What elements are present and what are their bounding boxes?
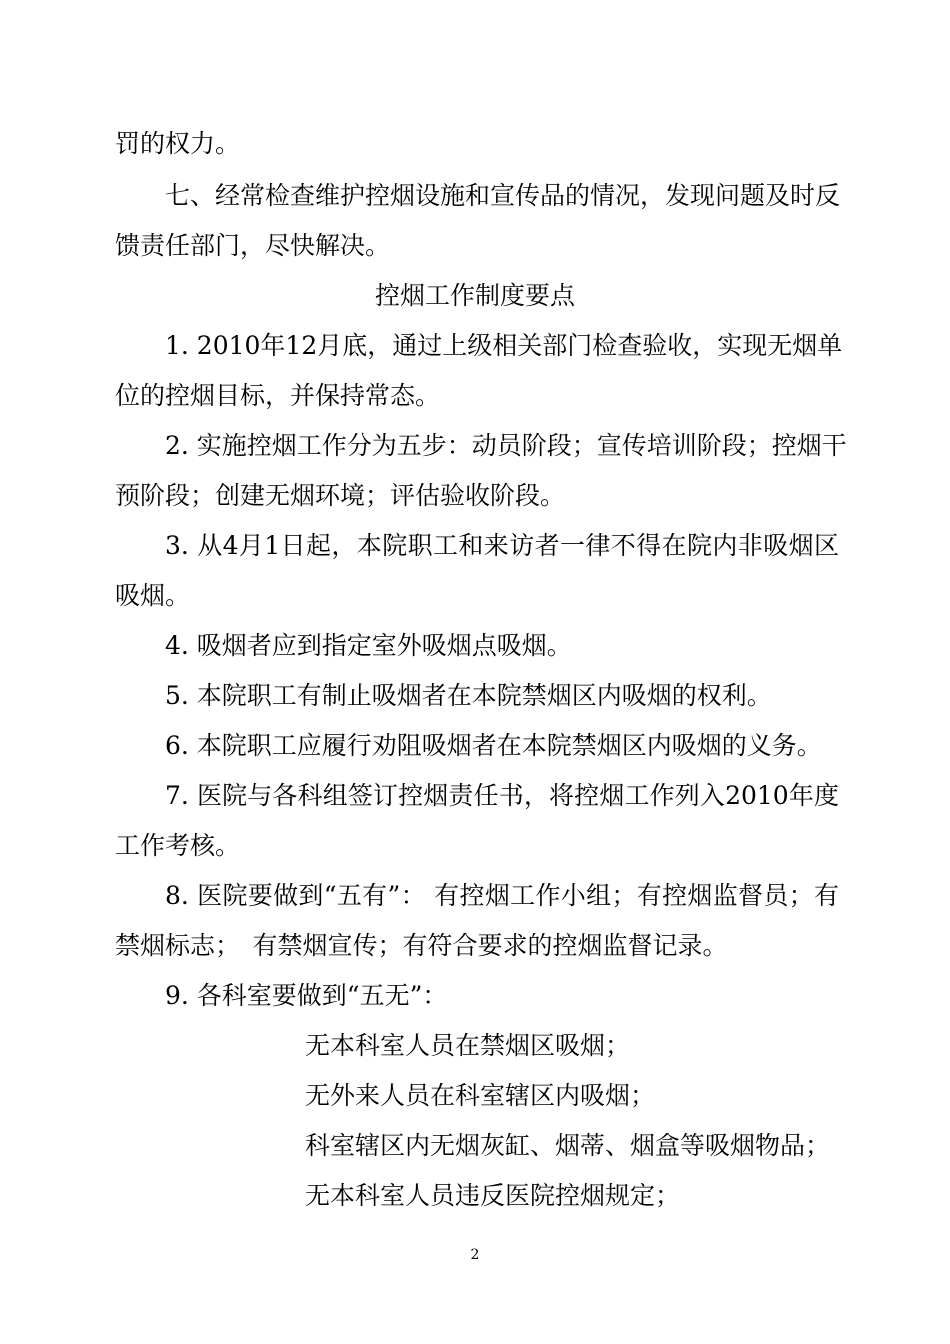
list-item-line: 9. 各科室要做到“五无”：: [165, 981, 448, 1010]
sub-item-line: 无外来人员在科室辖区内吸烟；: [305, 1081, 656, 1110]
list-item-line: 禁烟标志； 有禁烟宣传；有符合要求的控烟监督记录。: [115, 931, 728, 960]
list-item-line: 8. 医院要做到“五有”： 有控烟工作小组；有控烟监督员；有: [165, 881, 839, 910]
sub-item-line: 科室辖区内无烟灰缸、烟蒂、烟盒等吸烟物品；: [305, 1131, 831, 1160]
section-title: 控烟工作制度要点: [374, 281, 575, 310]
list-item-line: 4. 吸烟者应到指定室外吸烟点吸烟。: [165, 631, 572, 660]
paragraph-line: 馈责任部门，尽快解决。: [115, 231, 391, 260]
paragraph-line: 七、经常检查维护控烟设施和宣传品的情况，发现问题及时反: [165, 181, 841, 210]
list-item-line: 2. 实施控烟工作分为五步：动员阶段；宣传培训阶段；控烟干: [165, 431, 847, 460]
list-item-line: 位的控烟目标，并保持常态。: [115, 381, 441, 410]
list-item-line: 吸烟。: [115, 581, 191, 610]
list-item-line: 预阶段；创建无烟环境；评估验收阶段。: [115, 481, 566, 510]
list-item-line: 1. 2010年12月底，通过上级相关部门检查验收，实现无烟单: [165, 331, 843, 360]
page-number: 2: [470, 1247, 480, 1263]
list-item-line: 5. 本院职工有制止吸烟者在本院禁烟区内吸烟的权利。: [165, 681, 772, 710]
paragraph-line: 罚的权力。: [115, 129, 241, 158]
list-item-line: 3. 从4月1日起，本院职工和来访者一律不得在院内非吸烟区: [165, 531, 839, 560]
list-item-line: 6. 本院职工应履行劝阻吸烟者在本院禁烟区内吸烟的义务。: [165, 731, 822, 760]
sub-item-line: 无本科室人员在禁烟区吸烟；: [305, 1031, 631, 1060]
list-item-line: 7. 医院与各科组签订控烟责任书，将控烟工作列入2010年度: [165, 781, 839, 810]
list-item-line: 工作考核。: [115, 831, 241, 860]
sub-item-line: 无本科室人员违反医院控烟规定；: [305, 1181, 681, 1210]
